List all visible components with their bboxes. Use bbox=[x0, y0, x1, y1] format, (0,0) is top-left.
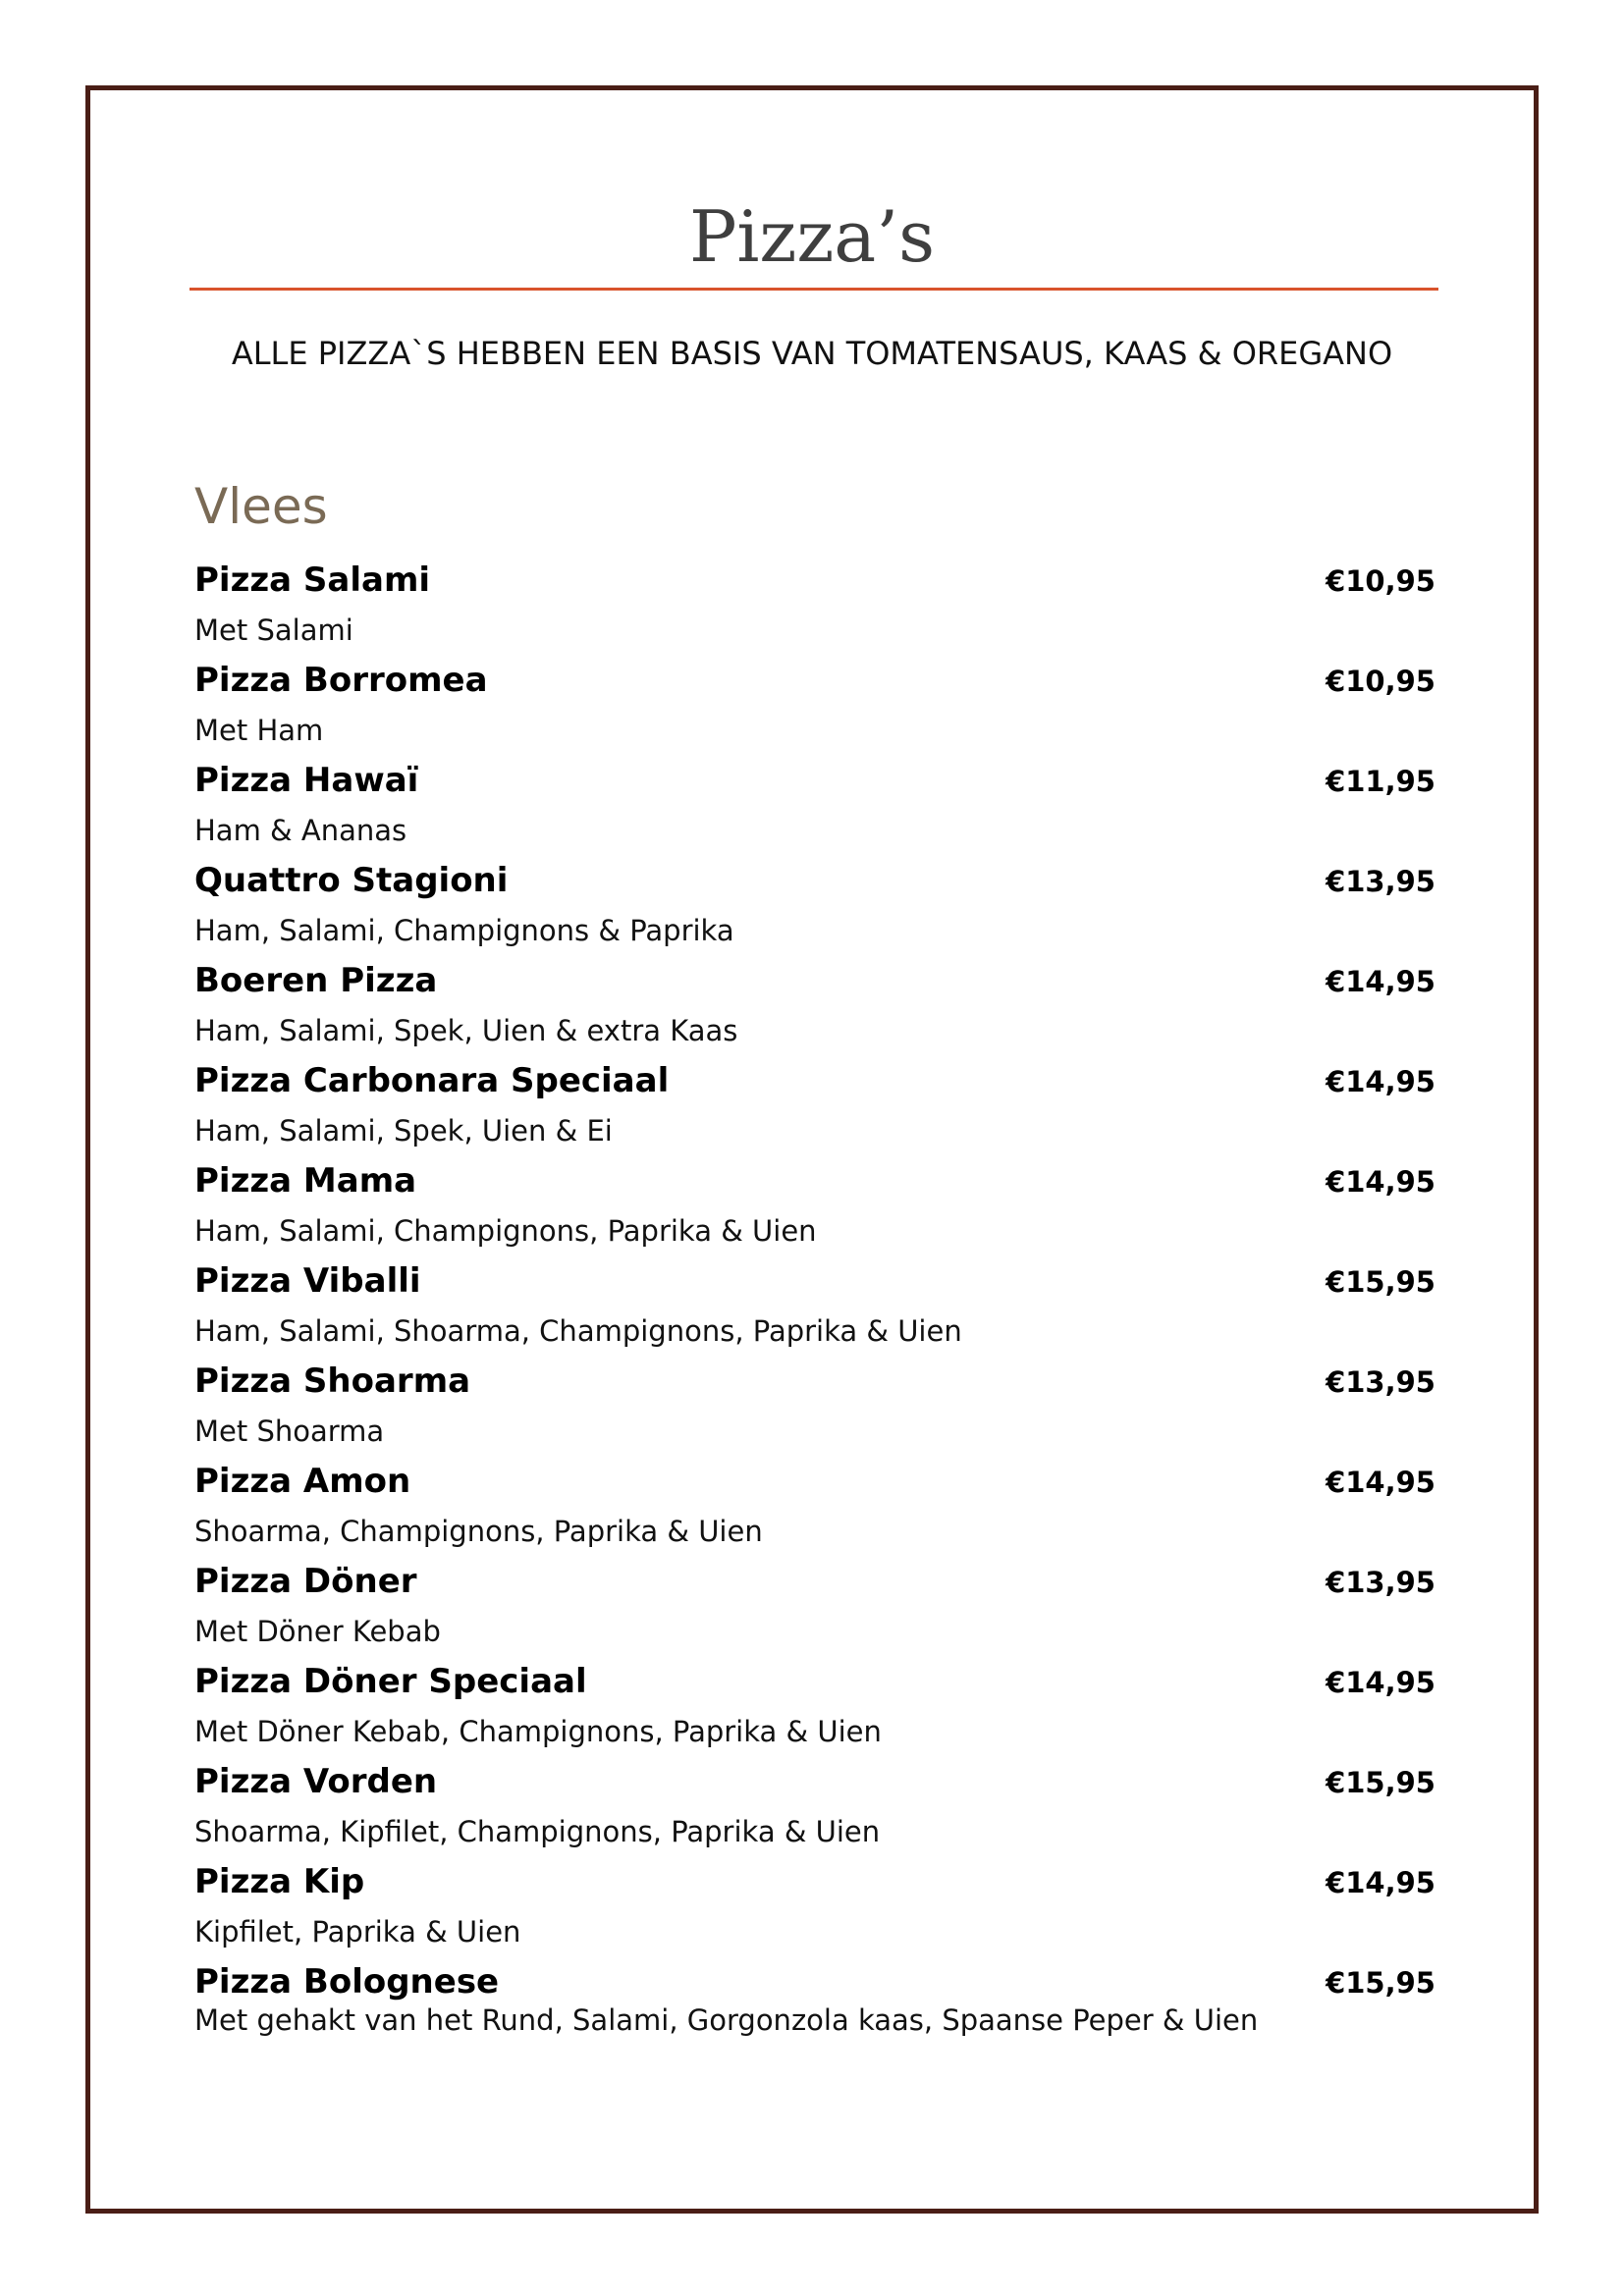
menu-item bbox=[194, 956, 1435, 1056]
menu-item bbox=[194, 1357, 1435, 1457]
item-name: Pizza Kip bbox=[194, 1862, 365, 1901]
item-name: Pizza Mama bbox=[194, 1161, 417, 1201]
title-divider bbox=[189, 288, 1438, 291]
item-price: €15,95 bbox=[1326, 1766, 1435, 1799]
item-name: Pizza Hawaï bbox=[194, 761, 419, 800]
item-description: Met Shoarma bbox=[194, 1415, 385, 1448]
item-description: Ham, Salami, Champignons, Paprika & Uien bbox=[194, 1214, 817, 1248]
item-description: Met Döner Kebab, Champignons, Paprika & Uien bbox=[194, 1715, 882, 1748]
item-name: Pizza Vorden bbox=[194, 1762, 438, 1801]
item-description: Shoarma, Champignons, Paprika & Uien bbox=[194, 1515, 763, 1548]
menu-list bbox=[194, 556, 1435, 2036]
item-price: €14,95 bbox=[1326, 1866, 1435, 1899]
page-title: Pizza’s bbox=[688, 195, 936, 278]
menu-item bbox=[194, 556, 1435, 656]
item-name: Pizza Döner bbox=[194, 1562, 417, 1601]
item-name: Pizza Shoarma bbox=[194, 1362, 471, 1401]
item-description: Ham, Salami, Shoarma, Champignons, Paprika & Uien bbox=[194, 1314, 962, 1348]
item-name: Pizza Borromea bbox=[194, 661, 488, 700]
item-name: Pizza Salami bbox=[194, 561, 431, 600]
item-name: Boeren Pizza bbox=[194, 961, 438, 1000]
item-description: Kipfilet, Paprika & Uien bbox=[194, 1915, 521, 1949]
item-price: €11,95 bbox=[1326, 765, 1435, 798]
item-price: €14,95 bbox=[1326, 1165, 1435, 1199]
item-name: Quattro Stagioni bbox=[194, 861, 509, 900]
item-price: €10,95 bbox=[1326, 564, 1435, 598]
item-price: €13,95 bbox=[1326, 865, 1435, 898]
page-subtitle: ALLE PIZZA`S HEBBEN EEN BASIS VAN TOMATENSAUS, KAAS & OREGANO bbox=[231, 335, 1393, 372]
item-price: €10,95 bbox=[1326, 665, 1435, 698]
menu-item bbox=[194, 1256, 1435, 1357]
item-description: Met Döner Kebab bbox=[194, 1615, 441, 1648]
menu-item bbox=[194, 1056, 1435, 1156]
menu-item bbox=[194, 1957, 1435, 2036]
item-name: Pizza Döner Speciaal bbox=[194, 1662, 587, 1701]
item-price: €13,95 bbox=[1326, 1566, 1435, 1599]
item-price: €14,95 bbox=[1326, 1666, 1435, 1699]
item-description: Met gehakt van het Rund, Salami, Gorgonzola kaas, Spaanse Peper & Uien bbox=[194, 2003, 1259, 2037]
menu-item bbox=[194, 1457, 1435, 1557]
menu-item bbox=[194, 1857, 1435, 1957]
menu-item bbox=[194, 856, 1435, 956]
item-price: €14,95 bbox=[1326, 1065, 1435, 1098]
item-description: Shoarma, Kipfilet, Champignons, Paprika & Uien bbox=[194, 1815, 881, 1848]
item-price: €15,95 bbox=[1326, 1265, 1435, 1299]
menu-item bbox=[194, 1557, 1435, 1657]
item-name: Pizza Carbonara Speciaal bbox=[194, 1061, 670, 1100]
item-description: Ham, Salami, Spek, Uien & extra Kaas bbox=[194, 1014, 738, 1047]
item-name: Pizza Viballi bbox=[194, 1261, 421, 1301]
item-name: Pizza Bolognese bbox=[194, 1962, 500, 2002]
item-price: €15,95 bbox=[1326, 1966, 1435, 2000]
section-heading-vlees: Vlees bbox=[194, 478, 328, 535]
menu-item bbox=[194, 1156, 1435, 1256]
item-price: €13,95 bbox=[1326, 1365, 1435, 1399]
item-price: €14,95 bbox=[1326, 1466, 1435, 1499]
menu-item bbox=[194, 1757, 1435, 1857]
item-description: Ham, Salami, Champignons & Paprika bbox=[194, 914, 734, 947]
menu-item bbox=[194, 756, 1435, 856]
item-description: Ham & Ananas bbox=[194, 814, 407, 847]
item-description: Met Salami bbox=[194, 614, 353, 647]
menu-item bbox=[194, 1657, 1435, 1757]
item-name: Pizza Amon bbox=[194, 1462, 411, 1501]
item-description: Met Ham bbox=[194, 714, 324, 747]
menu-item bbox=[194, 656, 1435, 756]
item-description: Ham, Salami, Spek, Uien & Ei bbox=[194, 1114, 613, 1148]
item-price: €14,95 bbox=[1326, 965, 1435, 998]
